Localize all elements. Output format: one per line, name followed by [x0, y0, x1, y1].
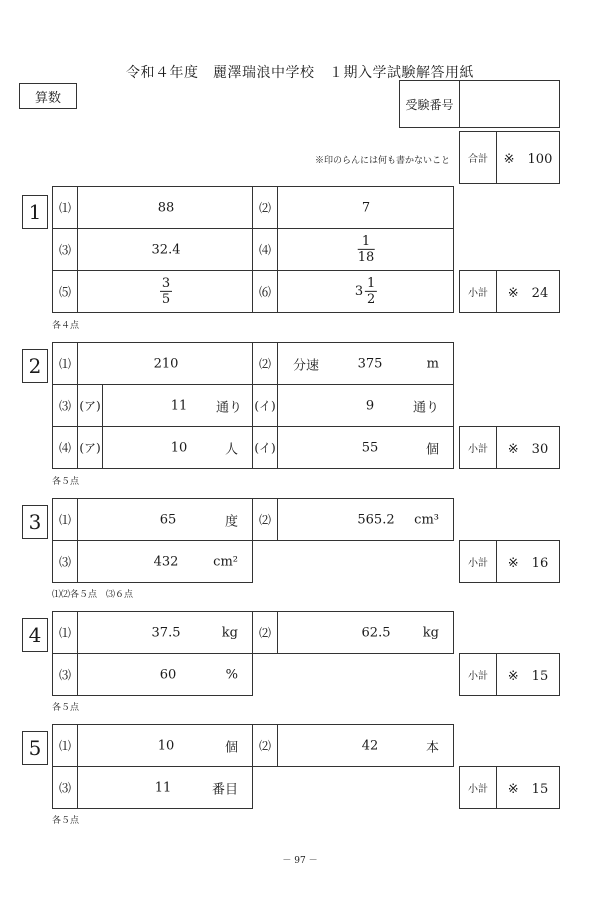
q5-1-label: ⑴ — [52, 724, 78, 767]
q2-1-label: ⑴ — [52, 342, 78, 385]
q1-points: 各４点 — [52, 321, 80, 331]
q2-3b-unit: 通り — [412, 400, 439, 415]
q5-3-label: ⑶ — [52, 766, 78, 809]
q4-3-label: ⑶ — [52, 653, 78, 696]
q5-2-unit: 本 — [425, 740, 439, 755]
q2-3b-answer[interactable] — [277, 384, 454, 427]
q2-3-label: ⑶ — [52, 384, 78, 427]
total-score: ※ 100 — [496, 131, 560, 184]
page-title: 令和４年度 麗澤瑞浪中学校 １期入学試験解答用紙 — [126, 65, 474, 81]
q2-1-answer[interactable] — [77, 342, 253, 385]
q5-3-answer[interactable] — [77, 766, 253, 809]
instruction-note: ※印のらんには何も書かないこと — [314, 156, 450, 166]
q2-4a-answer[interactable] — [102, 426, 253, 469]
q5-1-unit: 個 — [224, 740, 238, 755]
q2-2-answer[interactable] — [277, 342, 454, 385]
q3-3-value: 432 — [153, 554, 179, 569]
q5-points: 各５点 — [52, 816, 80, 826]
q1-6-whole: 3 — [354, 284, 364, 299]
question-4-number: 4 — [22, 618, 48, 652]
q1-5-numerator: 3 — [161, 275, 171, 291]
q1-5-denominator: 5 — [161, 292, 171, 307]
q2-4a-unit: 人 — [224, 442, 238, 457]
q1-3-answer[interactable] — [77, 228, 253, 271]
q2-1-value: 210 — [153, 356, 179, 371]
q2-3a-label: (ア) — [77, 384, 103, 427]
q4-subtotal: ※ 15 — [496, 653, 560, 696]
q1-2-value: 7 — [361, 200, 371, 215]
total-label: 合計 — [459, 131, 497, 184]
q2-3a-answer[interactable] — [102, 384, 253, 427]
q1-2-answer[interactable] — [277, 186, 454, 229]
q5-2-label: ⑵ — [252, 724, 278, 767]
q1-6-mixed-number — [355, 276, 377, 306]
q4-2-answer[interactable] — [277, 611, 454, 654]
q4-subtotal-label: 小計 — [459, 653, 497, 696]
q2-4a-value: 10 — [170, 440, 188, 455]
q4-2-unit: kg — [422, 625, 439, 640]
q1-1-label: ⑴ — [52, 186, 78, 229]
q1-6-answer[interactable] — [277, 270, 454, 313]
q1-1-value: 88 — [157, 200, 175, 215]
q2-4b-value: 55 — [361, 440, 379, 455]
q3-points: ⑴⑵各５点 ⑶６点 — [52, 590, 134, 600]
q1-5-fraction — [160, 276, 172, 306]
exam-number-label: 受験番号 — [399, 80, 460, 128]
q2-3b-label: (イ) — [252, 384, 278, 427]
q4-1-label: ⑴ — [52, 611, 78, 654]
q5-3-value: 11 — [154, 780, 172, 795]
q5-subtotal: ※ 15 — [496, 766, 560, 809]
q2-4a-label: (ア) — [77, 426, 103, 469]
q3-2-answer[interactable] — [277, 498, 454, 541]
q1-4-fraction — [358, 234, 375, 264]
q3-subtotal: ※ 16 — [496, 540, 560, 583]
q4-2-value: 62.5 — [361, 625, 391, 640]
q2-points: 各５点 — [52, 477, 80, 487]
q2-subtotal-label: 小計 — [459, 426, 497, 469]
page-number: － 97 － — [282, 856, 318, 866]
q2-2-unit: m — [426, 356, 439, 371]
q2-4b-answer[interactable] — [277, 426, 454, 469]
q3-3-unit: cm² — [213, 554, 238, 569]
q4-3-value: 60 — [159, 667, 177, 682]
q4-2-label: ⑵ — [252, 611, 278, 654]
q2-4b-unit: 個 — [425, 442, 439, 457]
q1-6-label: ⑹ — [252, 270, 278, 313]
q1-5-label: ⑸ — [52, 270, 78, 313]
q5-1-value: 10 — [157, 738, 175, 753]
q5-1-answer[interactable] — [77, 724, 253, 767]
q1-2-label: ⑵ — [252, 186, 278, 229]
q5-3-unit: 番目 — [211, 782, 238, 797]
q2-4-label: ⑷ — [52, 426, 78, 469]
question-5-number: 5 — [22, 731, 48, 765]
q1-1-answer[interactable] — [77, 186, 253, 229]
question-2-number: 2 — [22, 349, 48, 383]
q2-2-prefix: 分速 — [293, 358, 320, 373]
q2-2-label: ⑵ — [252, 342, 278, 385]
q3-subtotal-label: 小計 — [459, 540, 497, 583]
q5-2-value: 42 — [361, 738, 379, 753]
q1-6-numerator: 1 — [367, 275, 376, 291]
q4-points: 各５点 — [52, 703, 80, 713]
q1-subtotal-label: 小計 — [459, 270, 497, 313]
question-3-number: 3 — [22, 505, 48, 539]
q3-2-value: 565.2 — [357, 512, 395, 527]
q5-subtotal-label: 小計 — [459, 766, 497, 809]
q1-6-denominator: 2 — [367, 292, 376, 307]
q5-2-answer[interactable] — [277, 724, 454, 767]
q3-2-unit: cm³ — [414, 512, 439, 527]
q3-1-value: 65 — [159, 512, 177, 527]
q4-1-unit: kg — [221, 625, 238, 640]
q2-3a-unit: 通り — [215, 400, 242, 415]
q4-3-unit: % — [225, 667, 238, 682]
q1-4-denominator: 18 — [357, 250, 375, 265]
q1-3-label: ⑶ — [52, 228, 78, 271]
q3-1-answer[interactable] — [77, 498, 253, 541]
q3-3-label: ⑶ — [52, 540, 78, 583]
question-1-number: 1 — [22, 195, 48, 229]
q1-3-value: 32.4 — [151, 242, 181, 257]
q1-5-answer[interactable] — [77, 270, 253, 313]
subject-label: 算数 — [19, 83, 77, 109]
q3-2-label: ⑵ — [252, 498, 278, 541]
q2-3a-value: 11 — [170, 398, 188, 413]
q2-4b-label: (イ) — [252, 426, 278, 469]
q2-3b-value: 9 — [365, 398, 375, 413]
q3-1-label: ⑴ — [52, 498, 78, 541]
q2-subtotal: ※ 30 — [496, 426, 560, 469]
q3-3-answer[interactable] — [77, 540, 253, 583]
q4-1-answer[interactable] — [77, 611, 253, 654]
q1-4-numerator: 1 — [361, 233, 371, 249]
q1-4-label: ⑷ — [252, 228, 278, 271]
q4-1-value: 37.5 — [151, 625, 181, 640]
q3-1-unit: 度 — [224, 514, 238, 529]
exam-number-field[interactable] — [459, 80, 560, 128]
q1-subtotal: ※ 24 — [496, 270, 560, 313]
q2-2-value: 375 — [357, 356, 383, 371]
q1-4-answer[interactable] — [277, 228, 454, 271]
q4-3-answer[interactable] — [77, 653, 253, 696]
